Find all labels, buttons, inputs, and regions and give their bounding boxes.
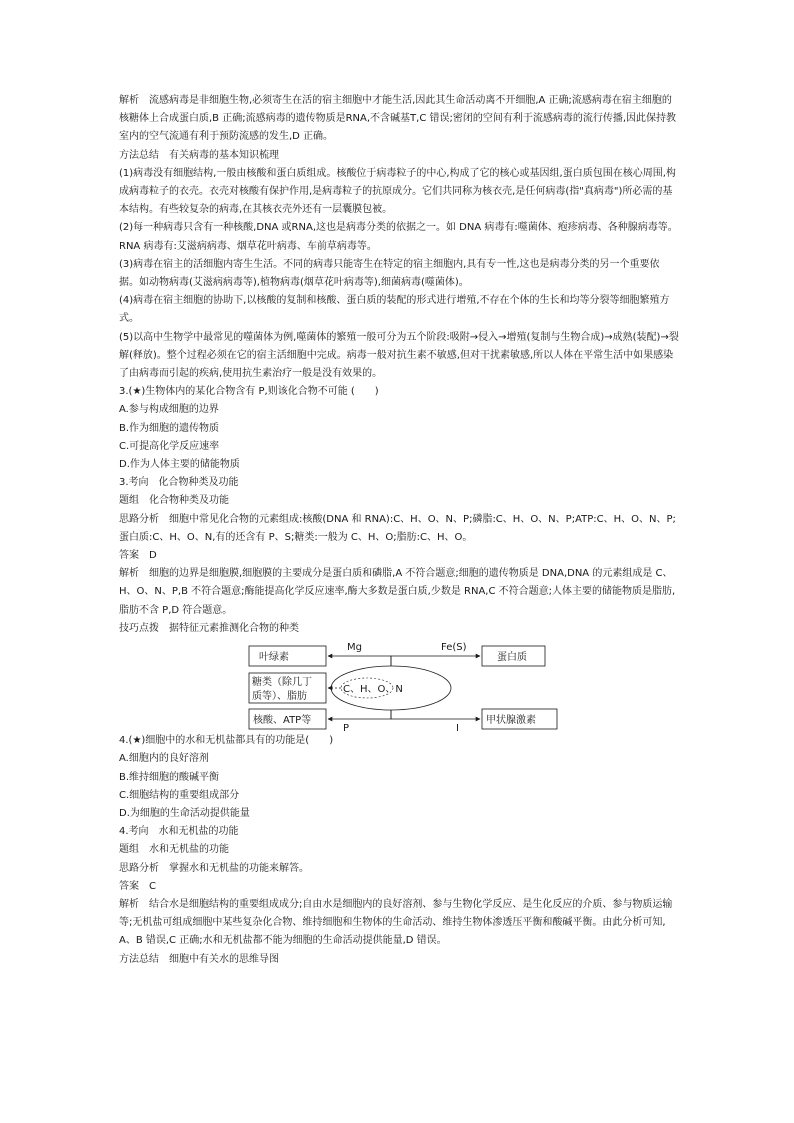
- virus-point-2: (2)每一种病毒只含有一种核酸,DNA 或RNA,这也是病毒分类的依据之一。如 DNA 病毒有:噬菌体、疱疹病毒、各种腺病毒等。RNA 病毒有:艾滋病病毒、烟草花叶病毒、车前草病毒等。: [119, 222, 678, 252]
- p-arrow: [328, 710, 391, 719]
- question-3-analysis: 解析 细胞的边界是细胞膜,细胞膜的主要成分是蛋白质和磷脂,A 不符合题意;细胞的遗传物质是 DNA,DNA 的元素组成是 C、H、O、N、P,B 不符合题意;酶能提高化学反应速率,酶大多数是蛋白质,少数是 RNA,C 不符合题意;人体主要的储能物质是脂肪,脂肪不含 P,D 符合题意。: [119, 568, 676, 616]
- question-4-stem: 4.(★)细胞中的水和无机盐都具有的功能是( ): [119, 735, 334, 747]
- chlorophyll-label: 叶绿素: [259, 652, 289, 664]
- document-page: [119, 92, 679, 969]
- question-4-group: 题组 水和无机盐的功能: [119, 844, 229, 856]
- i-arrow: [391, 710, 480, 719]
- element-label: C、H、O、N: [343, 684, 403, 696]
- fe-label: Fe(S): [441, 642, 467, 654]
- question-4-option-c: C.细胞结构的重要组成部分: [119, 789, 240, 801]
- protein-label: 蛋白质: [497, 652, 527, 664]
- question-3-thinking: 思路分析 细胞中常见化合物的元素组成:核酸(DNA 和 RNA):C、H、O、N、P;磷脂:C、H、O、N、P;ATP:C、H、O、N、P;蛋白质:C、H、O、N,有的还含有 P、S;糖类:一般为 C、H、O;脂肪:C、H、O。: [119, 513, 676, 543]
- analysis-paragraph: 解析 流感病毒是非细胞生物,必须寄生在活的宿主细胞中才能生活,因此其生命活动离不开细胞,A 正确;流感病毒在宿主细胞的核糖体上合成蛋白质,B 正确;流感病毒的遗传物质是RNA,不含碱基T,C 错误;密闭的空间有利于流感病毒的流行传播,因此保持教室内的空气流通有利于预防流感的发生,D 正确。: [119, 95, 677, 143]
- question-3-option-b: B.作为细胞的遗传物质: [119, 422, 220, 434]
- fe-arrow: [391, 656, 480, 666]
- question-4-option-b: B.维持细胞的酸碱平衡: [119, 771, 220, 783]
- question-3-answer: 答案 D: [119, 550, 157, 562]
- mg-label: Mg: [347, 642, 362, 654]
- question-4-analysis: 解析 结合水是细胞结构的重要组成成分;自由水是细胞内的良好溶剂、参与生物化学反应、是生化反应的介质、参与物质运输等;无机盐可组成细胞中某些复杂化合物、维持细胞和生物体的生命活动、维持生物体渗透压平衡和酸碱平衡。由此分析可知,A、B 错误,C 正确;水和无机盐都不能为细胞的生命活动提供能量,D 错误。: [119, 898, 673, 947]
- virus-point-4: (4)病毒在宿主细胞的协助下,以核酸的复制和核酸、蛋白质的装配的形式进行增殖,不存在个体的生长和均等分裂等细胞繁殖方式。: [119, 295, 670, 325]
- question-3-topic: 3.考向 化合物种类及功能: [119, 477, 239, 489]
- question-3-option-a: A.参与构成细胞的边界: [119, 404, 219, 416]
- question-4-topic: 4.考向 水和无机盐的功能: [119, 826, 239, 838]
- i-label: I: [456, 723, 459, 733]
- question-4-option-a: A.细胞内的良好溶剂: [119, 753, 209, 765]
- virus-point-3: (3)病毒在宿主的活细胞内寄生生活。不同的病毒只能寄生在特定的宿主细胞内,具有专一性,这也是病毒分类的另一个重要依据。如动物病毒(艾滋病病毒等),植物病毒(烟草花叶病毒等),细菌病毒(噬菌体)。: [119, 258, 660, 289]
- diagram-svg: [119, 640, 679, 732]
- method-summary-heading: 方法总结 有关病毒的基本知识梳理: [119, 149, 279, 161]
- p-label: P: [343, 723, 350, 733]
- nucleic-atp-label: 核酸、ATP等: [253, 715, 312, 727]
- method-summary-mindmap-heading: 方法总结 细胞中有关水的思维导图: [119, 953, 279, 965]
- question-3-stem: 3.(★)生物体内的某化合物含有 P,则该化合物不可能 ( ): [119, 386, 379, 398]
- question-3-option-c: C.可提高化学反应速率: [119, 440, 220, 452]
- technique-tip-heading: 技巧点拨 据特征元素推测化合物的种类: [119, 622, 299, 634]
- question-3-option-d: D.作为人体主要的储能物质: [119, 459, 240, 471]
- mg-arrow: [328, 656, 391, 666]
- virus-point-5: (5)以高中生物学中最常见的噬菌体为例,噬菌体的繁殖一般可分为五个阶段:吸附→侵入→增殖(复制与生物合成)→成熟(装配)→裂解(释放)。整个过程必须在它的宿主活细胞中完成。病毒一般对抗生素不敏感,但对干扰素敏感,所以人体在平常生活中如果感染了由病毒而引起的疾病,使用抗生素治疗一般是没有效果的。: [119, 331, 679, 380]
- virus-point-1: (1)病毒没有细胞结构,一般由核酸和蛋白质组成。核酸位于病毒粒子的中心,构成了它的核心或基因组,蛋白质包围在核心周围,构成病毒粒子的衣壳。衣壳对核酸有保护作用,是病毒粒子的抗原成分。它们共同称为核衣壳,是任何病毒(指"真病毒")所必需的基本结构。有些较复杂的病毒,在其核衣壳外还有一层囊膜包被。: [119, 167, 676, 216]
- sugar-fat-label-line1: 糖类（除几丁: [252, 677, 312, 689]
- question-4-option-d: D.为细胞的生命活动提供能量: [119, 807, 250, 819]
- thyroid-hormone-label: 甲状腺激素: [486, 715, 536, 727]
- question-3-group: 题组 化合物种类及功能: [119, 495, 229, 507]
- element-compound-diagram: [119, 640, 679, 732]
- sugar-fat-label-line2: 质等）、脂肪: [252, 691, 307, 703]
- question-4-thinking: 思路分析 掌握水和无机盐的功能来解答。: [119, 862, 309, 874]
- question-4-answer: 答案 C: [119, 880, 156, 892]
